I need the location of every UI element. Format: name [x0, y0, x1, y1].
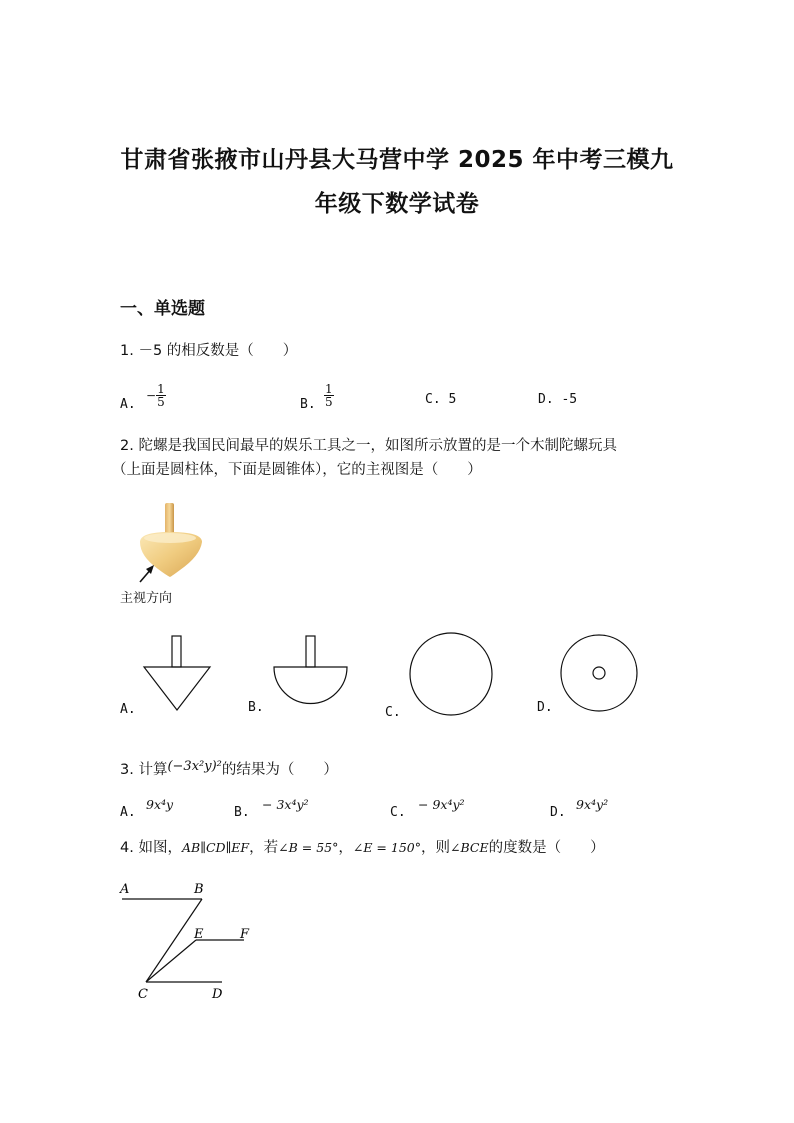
q3-stem-suffix: 的结果为（ ）: [221, 762, 338, 778]
q4-stem-suffix: 的度数是（ ）: [488, 840, 605, 856]
q2-stem-line2: （上面是圆柱体，下面是圆锥体），它的主视图是（ ）: [112, 462, 482, 478]
line-ce: [146, 940, 196, 982]
document-title-line1: 甘肃省张掖市山丹县大马营中学 2025 年中考三模九: [120, 147, 674, 173]
document-title-line2: 年级下数学试卷: [314, 191, 480, 217]
q3-option-d-label: D.: [550, 805, 566, 820]
q1-option-d: D. -5: [538, 392, 578, 407]
q4-stem-comma3: ，则: [421, 840, 450, 856]
q1-options: [120, 383, 680, 417]
q1-option-b-label: B.: [300, 397, 316, 412]
q2-option-b-figure: [270, 632, 352, 714]
q3-stem-prefix: 3. 计算: [120, 762, 168, 778]
q2-option-a-label: A.: [120, 702, 136, 717]
point-label-e: E: [194, 927, 204, 942]
option-d-outer-circle: [561, 635, 637, 711]
q2-stem-line1: 2. 陀螺是我国民间最早的娱乐工具之一，如图所示放置的是一个木制陀螺玩具: [120, 438, 617, 454]
q3-options: [120, 796, 680, 824]
option-c-circle: [410, 633, 492, 715]
option-a-stem: [172, 636, 181, 667]
q3-option-a-value: 9x⁴y: [146, 797, 174, 812]
q4-stem: [120, 836, 605, 860]
q1-option-a-numerator: 1: [157, 382, 165, 396]
q2-option-c-figure: [407, 630, 497, 718]
q1-option-a-sign: −: [146, 388, 157, 403]
point-label-d: D: [212, 987, 223, 1002]
spinning-top-photo: [118, 500, 228, 584]
option-b-stem: [306, 636, 315, 667]
point-label-b: B: [194, 882, 204, 897]
option-a-triangle: [144, 667, 210, 710]
q1-option-c: C. 5: [425, 392, 457, 407]
q3-option-d-value: 9x⁴y²: [576, 797, 609, 812]
q2-option-c-label: C.: [385, 705, 401, 720]
q4-stem-comma1: ，若: [249, 840, 279, 856]
q3-option-c-label: C.: [390, 805, 406, 820]
q4-angle-b: ∠B = 55°: [278, 840, 339, 855]
q4-parallel-relation: AB∥CD∥EF: [181, 840, 250, 855]
q3-option-c-value: − 9x⁴y²: [418, 797, 465, 812]
q2-option-a-figure: [140, 632, 216, 716]
q2-option-d-label: D.: [537, 700, 553, 715]
q1-option-a-label: A.: [120, 397, 136, 412]
q4-stem-comma2: ，: [338, 840, 353, 856]
q4-angle-e: ∠E = 150°: [352, 840, 421, 855]
q4-geometry-figure: [116, 878, 266, 1006]
point-label-f: F: [240, 927, 250, 942]
q1-option-b-denominator: 5: [325, 395, 333, 409]
q1-option-a-denominator: 5: [157, 395, 165, 409]
section-heading: 一、单选题: [120, 299, 205, 319]
q1-option-a-fraction: [156, 383, 166, 408]
q3-option-b-label: B.: [234, 805, 250, 820]
q1-option-b-fraction: [324, 383, 334, 408]
spinning-top-highlight: [144, 533, 196, 543]
q2-option-d-figure: [558, 632, 640, 714]
option-d-inner-circle: [593, 667, 605, 679]
q1-option-a-value: [146, 383, 166, 408]
q4-stem-prefix: 4. 如图，: [120, 840, 182, 856]
option-b-semicircle: [274, 667, 347, 704]
point-label-c: C: [138, 987, 148, 1002]
point-label-a: A: [120, 882, 130, 897]
q3-option-b-value: − 3x⁴y²: [262, 797, 309, 812]
q3-expression: (−3x²y)²: [167, 759, 222, 774]
q3-option-a-label: A.: [120, 805, 136, 820]
q2-photo-caption: 主视方向: [120, 591, 173, 606]
q3-stem: [120, 755, 338, 782]
q4-angle-bce: ∠BCE: [450, 840, 489, 855]
q2-option-b-label: B.: [248, 700, 264, 715]
q1-option-b-value: [324, 383, 334, 408]
q1-option-b-numerator: 1: [325, 382, 333, 396]
q1-stem: 1. －5 的相反数是（ ）: [120, 343, 298, 359]
